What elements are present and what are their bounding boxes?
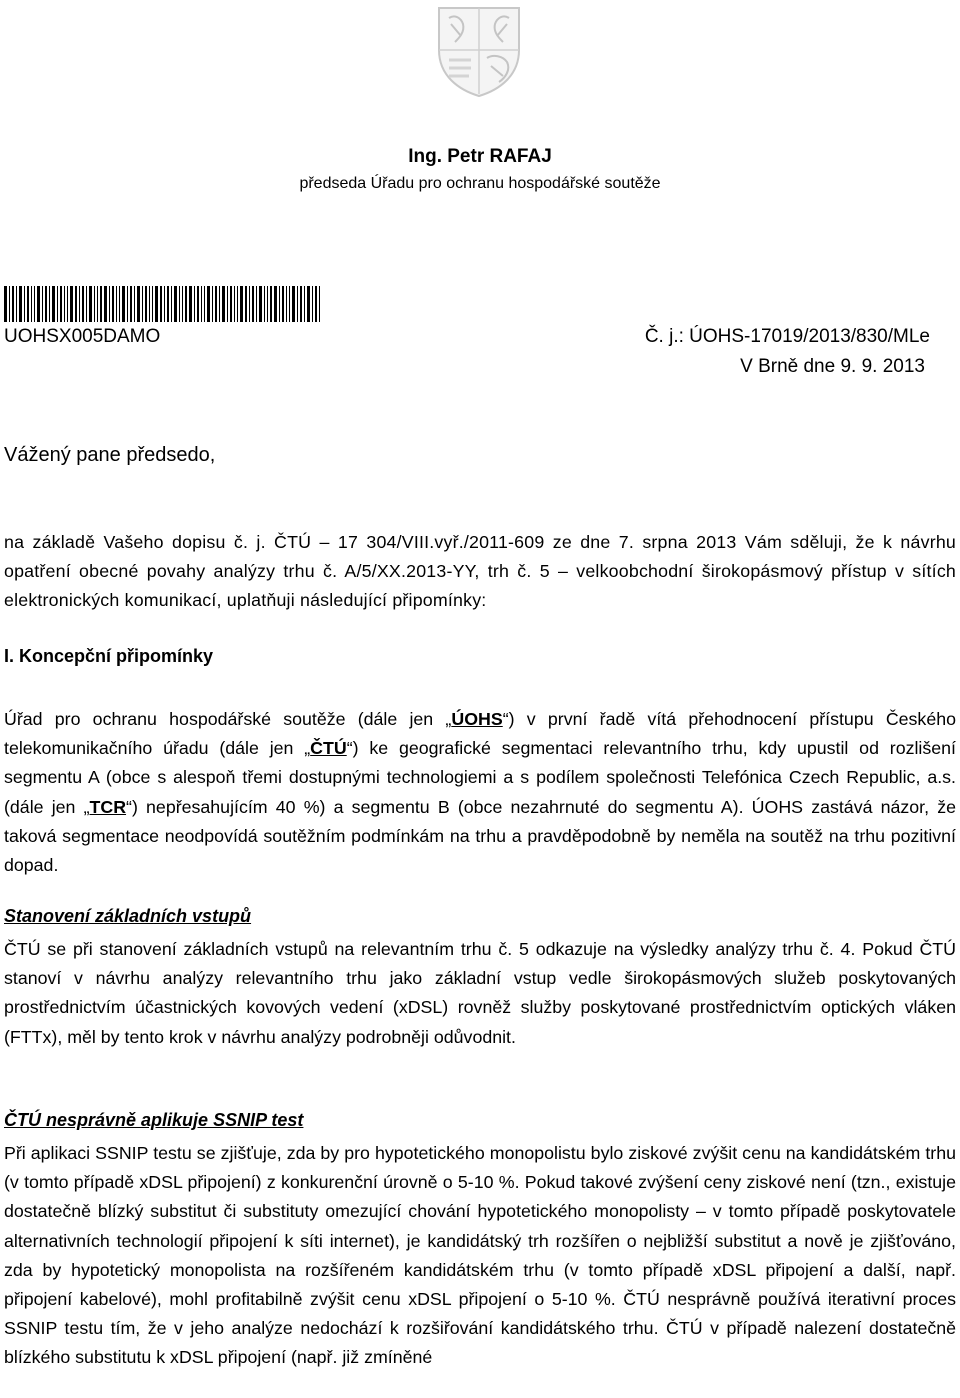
state-emblem-icon	[431, 2, 527, 98]
section-heading: I. Koncepční připomínky	[4, 646, 214, 666]
document-code: UOHSX005DAMO	[4, 326, 161, 347]
paragraph-text: “) v první řadě vítá přehodnocení přístupu Českého telekomunikačního úřadu (dále jen „	[4, 709, 956, 759]
subheading-basic-inputs: Stanovení základních vstupů	[4, 906, 252, 926]
barcode-icon	[4, 286, 320, 322]
paragraph-ssnip-test: Při aplikaci SSNIP testu se zjišťuje, zda by pro hypotetického monopolistu bylo ziskové zvýšit cenu na kandidátském trhu (v tomto případě xDSL připojení) z konkurenční úrovně o 5-10 %. Pokud takové zvýšení ceny ziskové není (tzn., existuje dostatečně blízký substitut či substituty omezující chování hypotetického monopolisty – v tomto případě poskytovatele alternativních technologií připojení k síti internet), je kandidátský trh rozšířen o nejbližší substitut a nově je zjišťováno, zda by hypotetický monopolista na rozšířeném kandidátském trhu (v tomto případě xDSL připojení a další, např. připojení kabelové), mohl profitabilně zvýšit cenu xDSL připojení o 5-10 %. ČTÚ nesprávně používá iterativní proces SSNIP testu tím, že v jeho analýze nedochází k rozšiřování kandidátského trhu. ČTÚ v případě nalezení dostatečně blízkého substitutu k xDSL připojení (např. již zmíněné	[4, 1143, 956, 1368]
paragraph-basic-inputs: ČTÚ se při stanovení základních vstupů na relevantním trhu č. 5 odkazuje na výsledky analýzy trhu č. 4. Pokud ČTÚ stanoví v návrhu analýzy relevantního trhu jako základní vstup vedle širokopásmových služeb poskytovaných prostřednictvím účastnických kovových vedení (xDSL) rovněž služby poskytované prostřednictvím optických vláken (FTTx), měl by tento krok v návrhu analýzy podrobněji odůvodnit.	[4, 939, 956, 1047]
paragraph-text: “) nepřesahujícím 40 %) a segmentu B (obce nezahrnuté do segmentu A). ÚOHS zastává názor, že taková segmentace neodpovídá soutěžním podmínkám na trhu a pravděpodobně by neměla na soutěž na trhu pozitivní dopad.	[4, 796, 956, 876]
abbreviation-ctu: ČTÚ	[310, 738, 347, 759]
salutation: Vážený pane předsedo,	[4, 444, 216, 466]
letter-date: V Brně dne 9. 9. 2013	[740, 356, 925, 377]
file-number: Č. j.: ÚOHS-17019/2013/830/MLe	[644, 326, 930, 347]
subheading-ssnip-test: ČTÚ nesprávně aplikuje SSNIP test	[4, 1110, 304, 1130]
intro-paragraph: na základě Vašeho dopisu č. j. ČTÚ – 17 304/VIII.vyř./2011-609 ze dne 7. srpna 2013 Vám sděluji, že k návrhu opatření obecné povahy analýzy trhu č. A/5/XX.2013-YY, trh č. 5 – velkoobchodní širokopásmový přístup v sítích elektronických komunikací, uplatňuji následující připomínky:	[4, 532, 956, 611]
paragraph-text: “) ke geografické segmentaci relevantního trhu, kdy upustil od rozlišení segmentu A (obce s alespoň třemi dostupnými technologiemi a s podílem společnosti Telefónica Czech Republic, a.s. (dále jen „	[4, 738, 956, 817]
paragraph-text: Úřad pro ochranu hospodářské soutěže (dále jen „	[4, 709, 452, 729]
sender-name: Ing. Petr RAFAJ	[408, 146, 552, 167]
paragraph-concept	[4, 705, 956, 880]
sender-role: předseda Úřadu pro ochranu hospodářské soutěže	[299, 175, 661, 192]
abbreviation-uohs: ÚOHS	[451, 709, 503, 729]
abbreviation-tcr: TCR	[89, 796, 127, 817]
